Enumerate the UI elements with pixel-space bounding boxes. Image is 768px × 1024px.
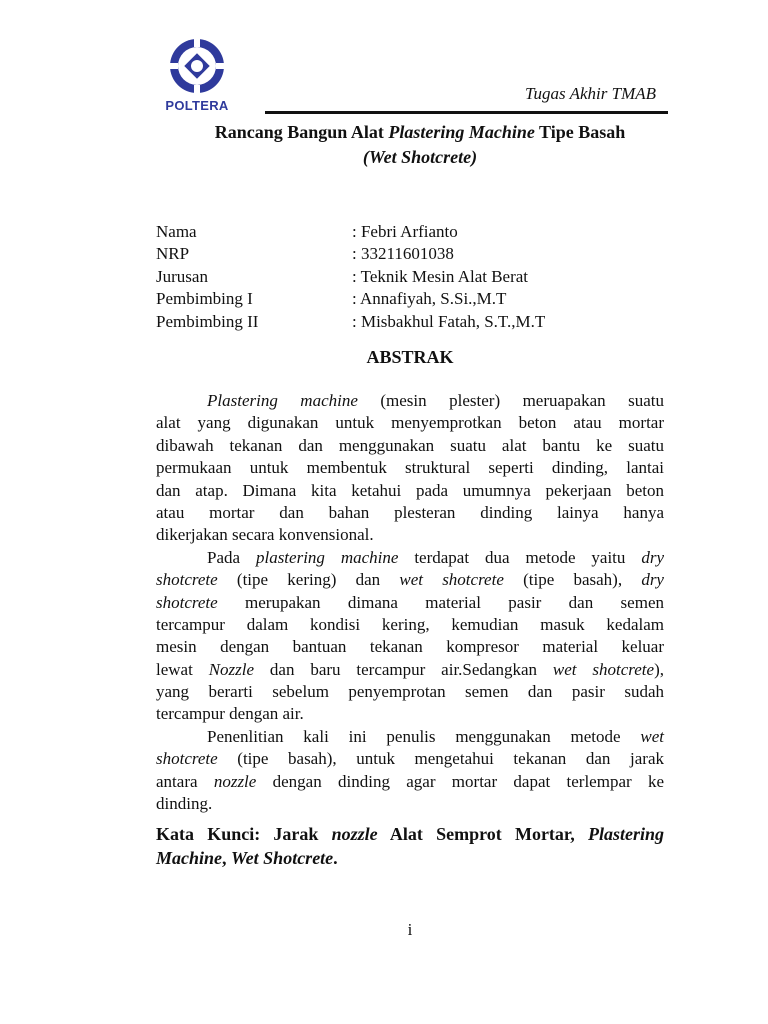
keywords-line: Kata Kunci: Jarak nozzle Alat Semprot Mortar, Plastering: [156, 824, 664, 844]
text-line: yang berarti sebelum penyemprotan semen dan pasir sudah: [156, 682, 664, 702]
text-line: Pada plastering machine terdapat dua metode yaitu dry: [207, 547, 664, 567]
keywords-line: Machine, Wet Shotcrete.: [156, 848, 338, 868]
info-value: : Misbakhul Fatah, S.T.,M.T: [352, 311, 546, 331]
header-title: Tugas Akhir TMAB: [525, 84, 656, 103]
page-number: i: [407, 920, 413, 939]
info-label: NRP: [156, 244, 190, 264]
text-line: mesin dengan bantuan tekanan kompresor material keluar: [156, 637, 664, 657]
keywords: [156, 822, 664, 870]
text-line: dikerjakan secara konvensional.: [156, 525, 374, 545]
text-line: atau mortar dan bahan plesteran dinding lainya hanya: [156, 502, 664, 522]
logo-text: POLTERA: [165, 98, 229, 113]
info-value: : Annafiyah, S.Si.,M.T: [352, 289, 507, 309]
text-line: shotcrete (tipe basah), untuk mengetahui tekanan dan jarak: [156, 749, 664, 769]
text-line: antara nozzle dengan dinding agar mortar dapat terlempar ke: [156, 771, 664, 791]
text-line: dan atap. Dimana kita ketahui pada umumnya pekerjaan beton: [156, 480, 664, 500]
text-line: shotcrete (tipe kering) dan wet shotcrete (tipe basah), dry: [156, 570, 664, 590]
abstract-heading: ABSTRAK: [366, 347, 454, 367]
text-line: Penenlitian kali ini penulis menggunakan metode wet: [207, 726, 664, 746]
text-line: tercampur dengan air.: [156, 704, 304, 724]
info-value: : Teknik Mesin Alat Berat: [352, 266, 529, 286]
info-value: : Febri Arfianto: [352, 222, 458, 241]
text-line: lewat Nozzle dan baru tercampur air.Sedangkan wet shotcrete),: [156, 659, 664, 679]
abstract-body: [156, 390, 664, 815]
text-line: shotcrete merupakan dimana material pasir dan semen: [156, 592, 664, 612]
text-line: tercampur dalam kondisi kering, kemudian masuk kedalam: [156, 614, 664, 634]
document-subtitle: (Wet Shotcrete): [362, 147, 478, 167]
text-line: permukaan untuk membentuk struktural seperti dinding, lantai: [156, 458, 664, 478]
info-label: Pembimbing I: [156, 289, 253, 309]
info-label: Nama: [156, 222, 197, 241]
text-line: dinding.: [156, 794, 213, 814]
info-value: : 33211601038: [352, 244, 454, 264]
poltera-logo: [160, 37, 234, 115]
header-divider: [265, 111, 668, 114]
text-line: alat yang digunakan untuk menyemprotkan beton atau mortar: [156, 413, 664, 433]
info-label: Jurusan: [156, 266, 208, 286]
document-title: Rancang Bangun Alat Plastering Machine Tipe Basah: [214, 122, 626, 142]
info-label: Pembimbing II: [156, 311, 259, 331]
poltera-emblem-icon: [168, 37, 226, 95]
text-line: Plastering machine (mesin plester) meruapakan suatu: [207, 391, 665, 410]
text-line: dibawah tekanan dan menggunakan suatu alat bantu ke suatu: [156, 435, 664, 455]
